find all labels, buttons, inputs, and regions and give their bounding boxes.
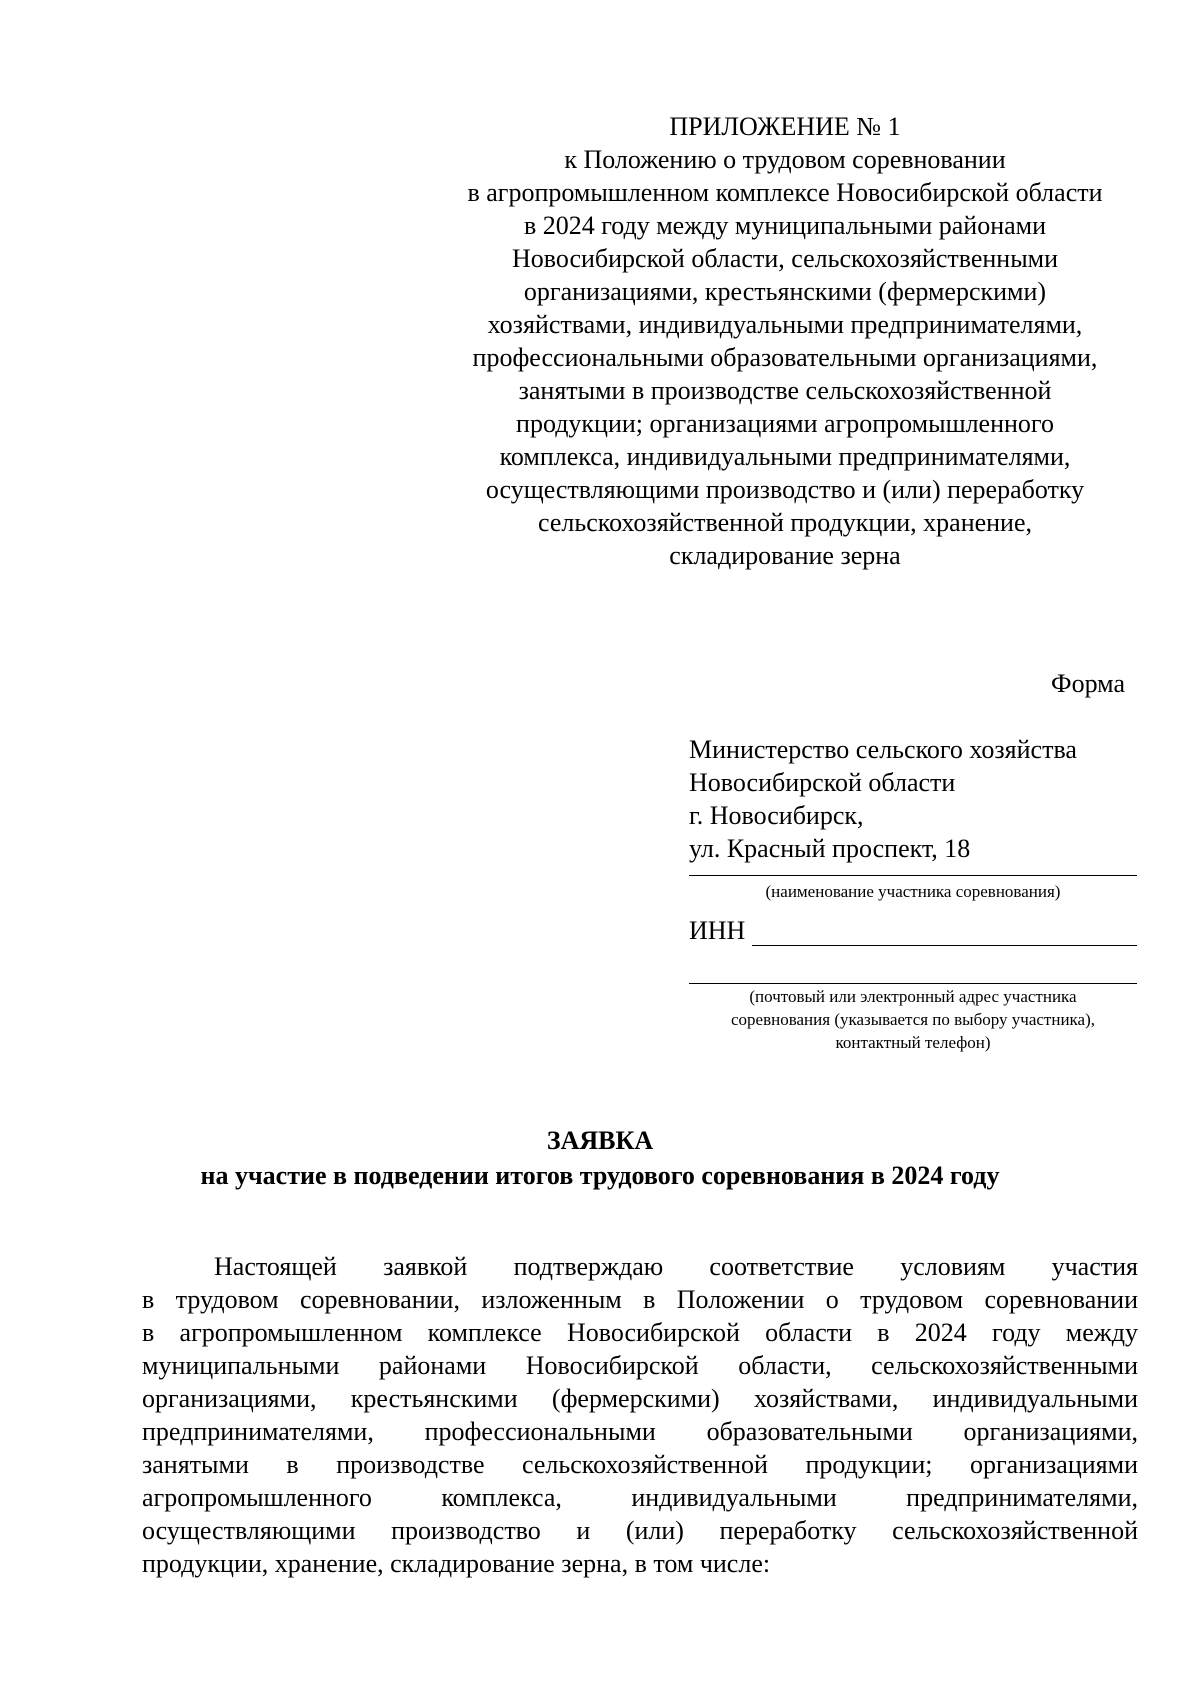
body-line: в трудовом соревновании, изложенным в Положении о трудовом соревновании — [142, 1285, 1138, 1314]
inn-label: ИНН — [689, 916, 746, 945]
addressee-line: г. Новосибирск, — [689, 801, 864, 830]
caption-line: (наименование участника соревнования) — [765, 882, 1061, 901]
appendix-line: профессиональными образовательными организациями, — [472, 343, 1098, 372]
body-line: агропромышленного комплекса, индивидуальными предпринимателями, — [142, 1483, 1138, 1512]
addressee-line: ул. Красный проспект, 18 — [689, 834, 971, 863]
addressee-block — [689, 733, 1077, 865]
appendix-title: ПРИЛОЖЕНИЕ № 1 — [669, 112, 901, 141]
appendix-line: осуществляющими производство и (или) переработку — [485, 475, 1085, 504]
appendix-line: занятыми в производстве сельскохозяйственной — [518, 376, 1052, 405]
appendix-line: в 2024 году между муниципальными районами — [523, 211, 1047, 240]
appendix-line: хозяйствами, индивидуальными предпринимателями, — [487, 310, 1083, 339]
body-line: в агропромышленном комплексе Новосибирской области в 2024 году между — [142, 1318, 1138, 1347]
participant-name-caption — [689, 880, 1137, 903]
form-label: Форма — [1051, 669, 1125, 698]
application-title: ЗАЯВКА — [546, 1126, 654, 1155]
participant-contact-field[interactable] — [689, 983, 1137, 984]
appendix-line: в агропромышленном комплексе Новосибирской области — [467, 178, 1103, 207]
application-subtitle: на участие в подведении итогов трудового соревнования в 2024 году — [200, 1161, 1000, 1190]
body-line: Настоящей заявкой подтверждаю соответствие условиям участия — [214, 1252, 1138, 1281]
body-line: организациями, крестьянскими (фермерскими) хозяйствами, индивидуальными — [142, 1384, 1138, 1413]
body-line: осуществляющими производство и (или) переработку сельскохозяйственной — [142, 1516, 1138, 1545]
caption-line: (почтовый или электронный адрес участника — [749, 987, 1077, 1006]
participant-name-field[interactable] — [689, 875, 1137, 876]
body-line: предпринимателями, профессиональными образовательными организациями, — [142, 1417, 1138, 1446]
addressee-line: Новосибирской области — [689, 768, 956, 797]
caption-line: соревнования (указывается по выбору участника), — [730, 1010, 1095, 1029]
body-line: занятыми в производстве сельскохозяйственной продукции; организациями — [142, 1450, 1138, 1479]
appendix-line: сельскохозяйственной продукции, хранение, — [537, 508, 1033, 537]
appendix-line: организациями, крестьянскими (фермерскими) — [523, 277, 1047, 306]
participant-contact-caption — [689, 985, 1137, 1054]
appendix-line: продукции; организациями агропромышленного — [516, 409, 1054, 438]
caption-line: контактный телефон) — [835, 1033, 991, 1052]
appendix-header — [440, 110, 1130, 572]
appendix-line: Новосибирской области, сельскохозяйственными — [511, 244, 1059, 273]
inn-field[interactable] — [752, 945, 1137, 946]
body-line: муниципальными районами Новосибирской области, сельскохозяйственными — [142, 1351, 1138, 1380]
body-line: продукции, хранение, складирование зерна, в том числе: — [142, 1549, 771, 1578]
appendix-line: к Положению о трудовом соревновании — [564, 145, 1006, 174]
addressee-line: Министерство сельского хозяйства — [689, 735, 1077, 764]
appendix-line: комплекса, индивидуальными предпринимателями, — [499, 442, 1071, 471]
appendix-line: складирование зерна — [669, 541, 901, 570]
body-paragraph — [142, 1250, 1138, 1580]
